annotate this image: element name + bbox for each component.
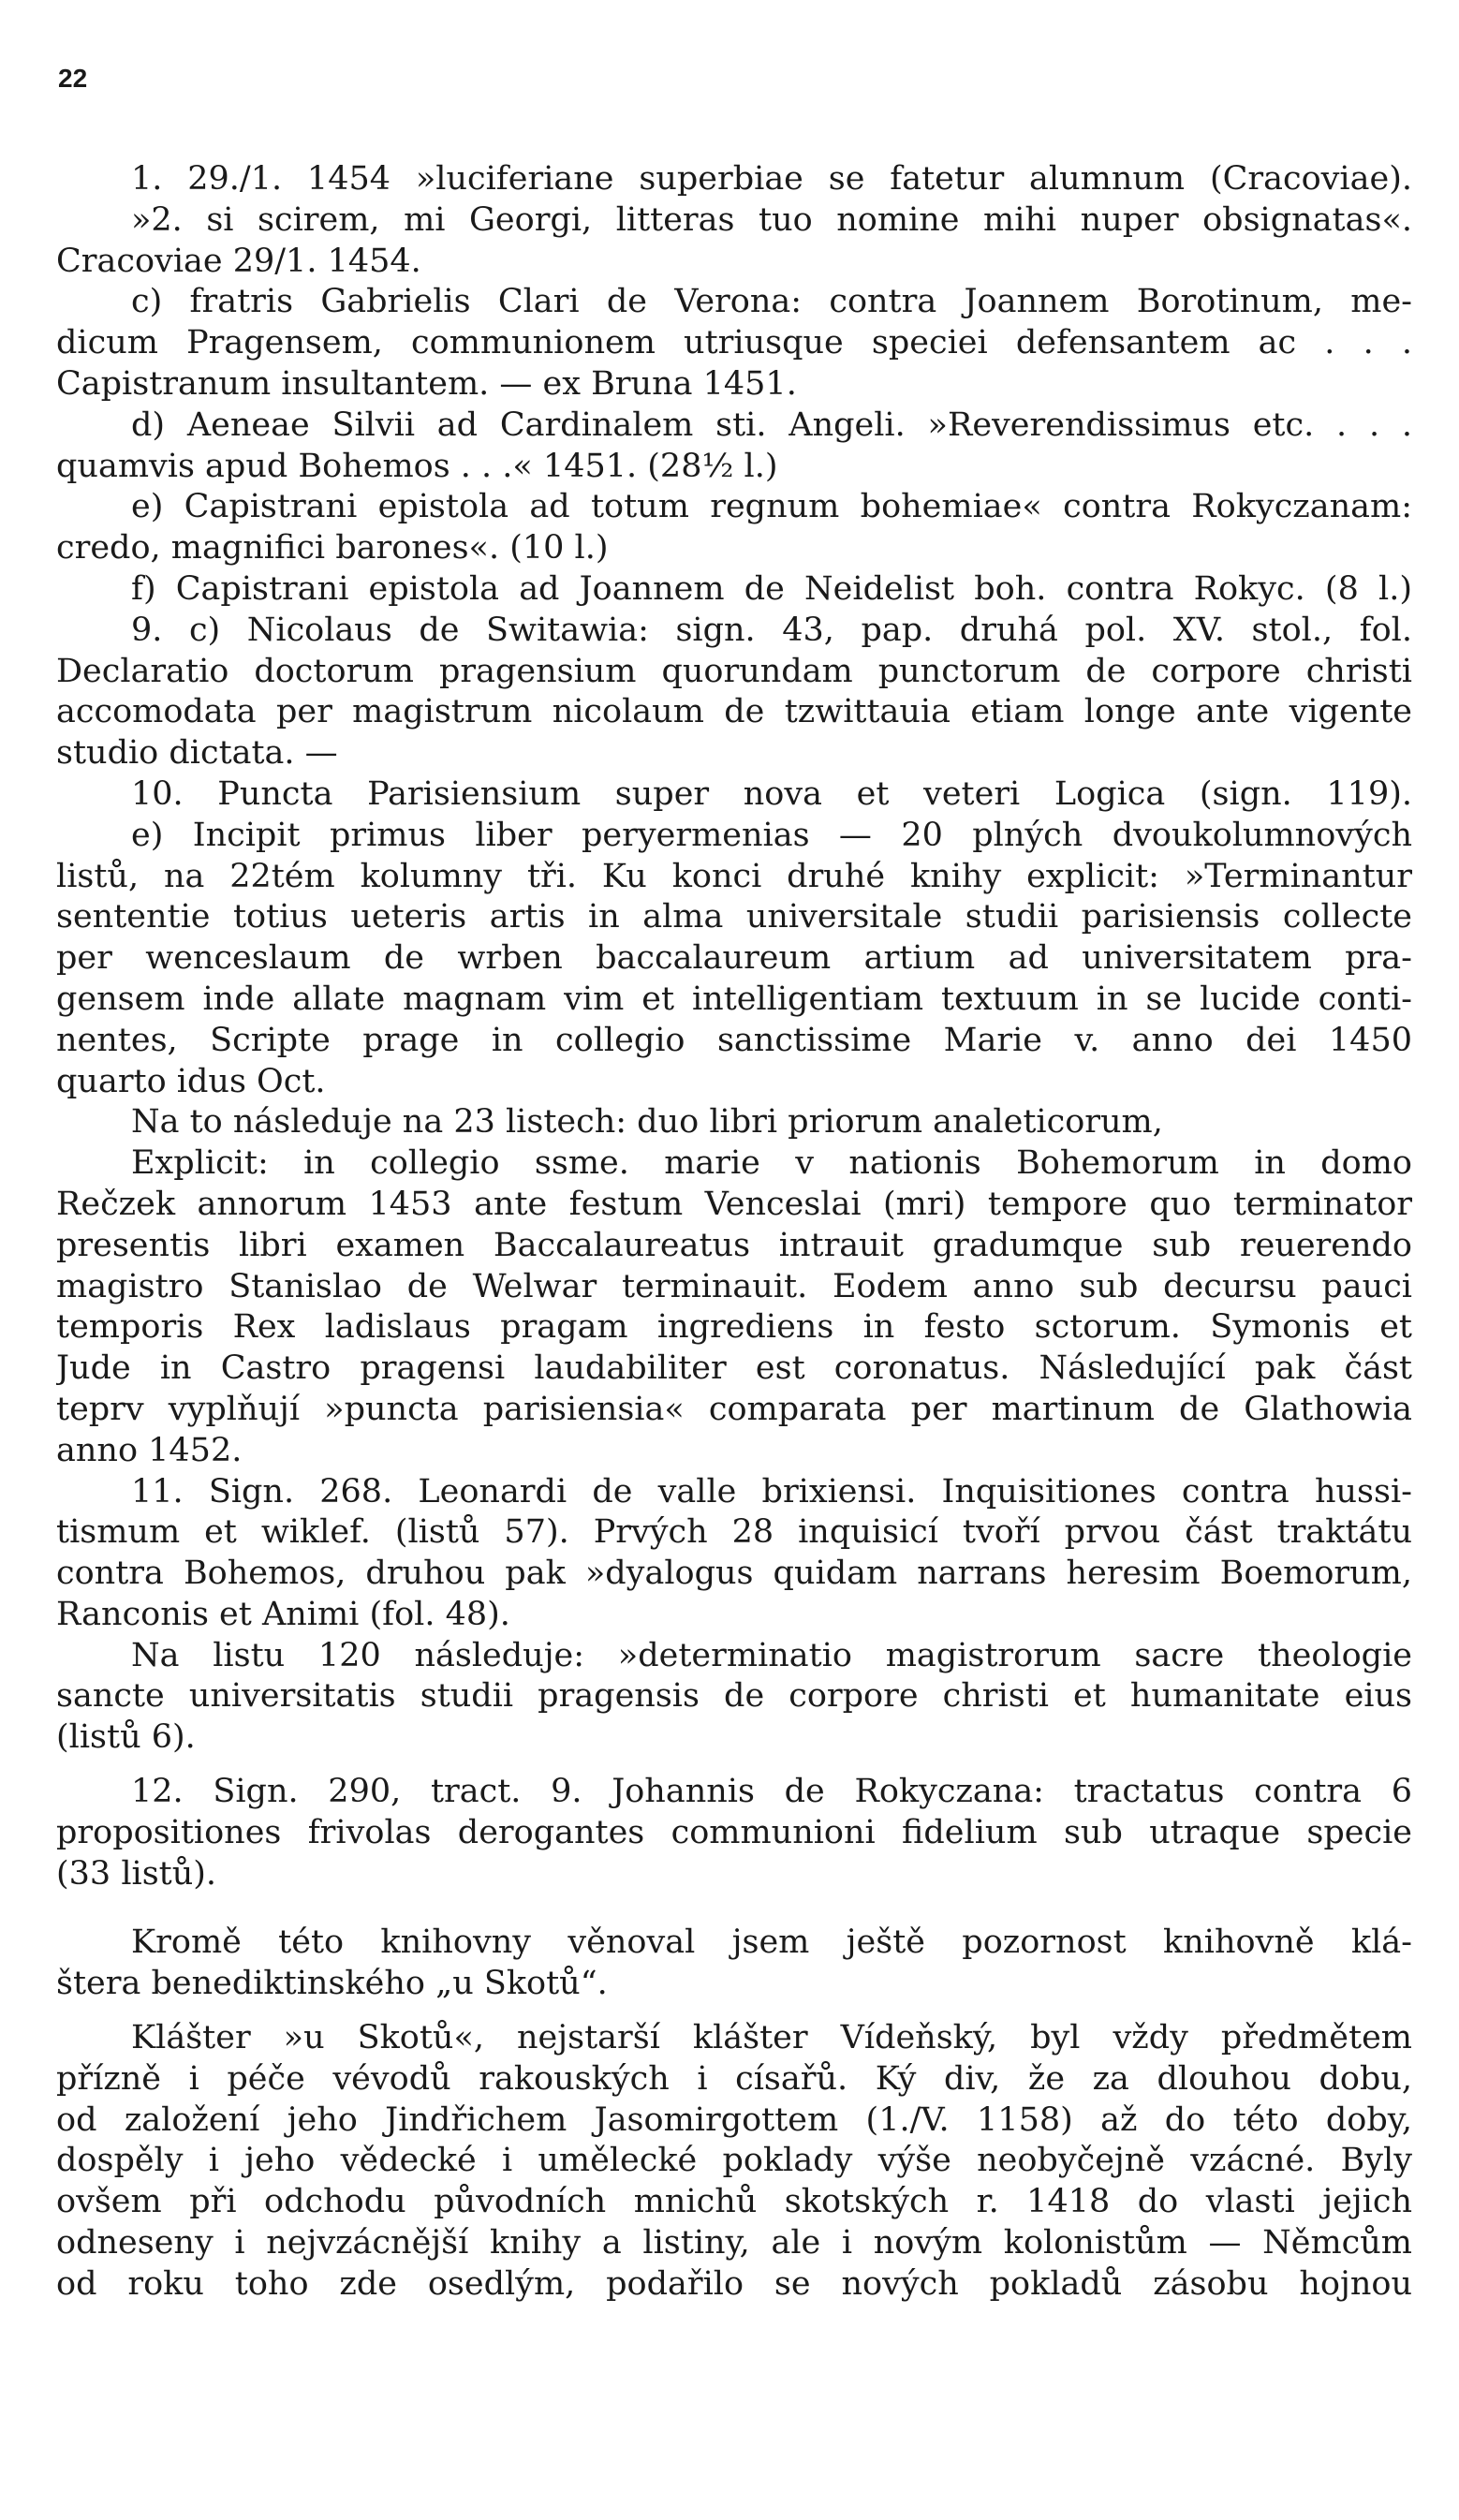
text-line: Ranconis et Animi (fol. 48). [56, 1595, 510, 1633]
text-line: gensem inde allate magnam vim et intelligentiam textuum in se lucide conti- [56, 980, 1412, 1018]
text-line: Capistranum insultantem. — ex Bruna 1451. [56, 364, 797, 403]
text-line: Cracoviae 29/1. 1454. [56, 242, 421, 280]
text-line: quarto idus Oct. [56, 1062, 326, 1100]
text-line: 1. 29./1. 1454 »luciferiane superbiae se fatetur alumnum (Cracoviae). [131, 160, 1412, 198]
text-line: Declaratio doctorum pragensium quorundam punctorum de corpore christi [56, 652, 1412, 690]
text-line: e) Capistrani epistola ad totum regnum bohemiae« contra Rokyczanam: [131, 488, 1412, 526]
text-line: quamvis apud Bohemos . . .« 1451. (28½ l.) [56, 447, 778, 485]
text-line: Kromě této knihovny věnoval jsem ještě pozornost knihovně klá- [131, 1923, 1412, 1962]
text-line: contra Bohemos, druhou pak »dyalogus quidam narrans heresim Boemorum, [56, 1555, 1412, 1593]
text-line: dospěly i jeho vědecké i umělecké poklady výše neobyčejně vzácné. Byly [56, 2142, 1412, 2180]
text-line: od roku toho zde osedlým, podařilo se nových pokladů zásobu hojnou [56, 2264, 1412, 2303]
text-line: sancte universitatis studii pragensis de corpore christi et humanitate eius [56, 1677, 1412, 1716]
text-line: 12. Sign. 290, tract. 9. Johannis de Rokyczana: tractatus contra 6 [131, 1773, 1412, 1811]
text-line: Klášter »u Skotů«, nejstarší klášter Vídeňský, byl vždy předmětem [131, 2019, 1412, 2057]
text-line: (33 listů). [56, 1854, 217, 1893]
text-line: listů, na 22tém kolumny tři. Ku konci druhé knihy explicit: »Terminantur [56, 857, 1412, 895]
text-line: presentis libri examen Baccalaureatus intrauit gradumque sub reuerendo [56, 1226, 1412, 1264]
text-line: dicum Pragensem, communionem utriusque speciei defensantem ac . . . [56, 324, 1412, 362]
text-line: c) fratris Gabrielis Clari de Verona: contra Joannem Borotinum, me- [131, 283, 1412, 321]
text-line: od založení jeho Jindřichem Jasomirgottem (1./V. 1158) až do této doby, [56, 2100, 1412, 2139]
text-line: per wenceslaum de wrben baccalaureum artium ad universitatem pra- [56, 939, 1412, 978]
text-line: tismum et wiklef. (listů 57). Prvých 28 inquisicí tvoří prvou část traktátu [56, 1513, 1412, 1552]
text-line: Rečzek annorum 1453 ante festum Venceslai (mri) tempore quo terminator [56, 1185, 1412, 1223]
text-line: f) Capistrani epistola ad Joannem de Neidelist boh. contra Rokyc. (8 l.) [131, 569, 1412, 608]
text-line: propositiones frivolas derogantes communioni fidelium sub utraque specie [56, 1813, 1412, 1851]
text-line: sententie totius ueteris artis in alma universitale studii parisiensis collecte [56, 898, 1412, 936]
text-line: Na to následuje na 23 listech: duo libri priorum analeticorum, [131, 1103, 1163, 1142]
text-line: Explicit: in collegio ssme. marie v nationis Bohemorum in domo [131, 1144, 1412, 1183]
text-line: Na listu 120 následuje: »determinatio magistrorum sacre theologie [131, 1636, 1412, 1674]
text-line: přízně i péče vévodů rakouských i císařů. Ký div, že za dlouhou dobu, [56, 2059, 1412, 2098]
text-line: d) Aeneae Silvii ad Cardinalem sti. Angeli. »Reverendissimus etc. . . . [131, 405, 1412, 444]
document-body [56, 159, 1412, 2306]
text-line: anno 1452. [56, 1431, 243, 1469]
text-line: odneseny i nejvzácnější knihy a listiny, ale i novým kolonistům — Němcům [56, 2224, 1412, 2262]
text-line: 9. c) Nicolaus de Switawia: sign. 43, pap. druhá pol. XV. stol., fol. [131, 611, 1412, 649]
text-line: štera benediktinského „u Skotů“. [56, 1965, 608, 2003]
text-line: 11. Sign. 268. Leonardi de valle brixiensi. Inquisitiones contra hussi- [131, 1472, 1412, 1511]
text-line: ovšem při odchodu původních mnichů skotských r. 1418 do vlasti jejich [56, 2183, 1412, 2221]
text-line: accomodata per magistrum nicolaum de tzwittauia etiam longe ante vigente [56, 693, 1412, 731]
text-line: Jude in Castro pragensi laudabiliter est coronatus. Následující pak část [56, 1349, 1412, 1388]
text-line: »2. si scirem, mi Georgi, litteras tuo nomine mihi nuper obsignatas«. [131, 200, 1412, 239]
text-line: studio dictata. — [56, 734, 338, 773]
text-line: nentes, Scripte prage in collegio sanctissime Marie v. anno dei 1450 [56, 1021, 1412, 1059]
text-line: temporis Rex ladislaus pragam ingrediens in festo sctorum. Symonis et [56, 1308, 1412, 1347]
text-line: 10. Puncta Parisiensium super nova et veteri Logica (sign. 119). [131, 774, 1412, 813]
text-line: (listů 6). [56, 1718, 196, 1757]
text-line: teprv vyplňují »puncta parisiensia« comparata per martinum de Glathowia [56, 1390, 1412, 1428]
text-line: magistro Stanislao de Welwar terminauit. Eodem anno sub decursu pauci [56, 1267, 1412, 1305]
text-line: e) Incipit primus liber peryermenias — 20 plných dvoukolumnových [131, 816, 1412, 854]
text-line: credo, magnifici barones«. (10 l.) [56, 529, 609, 567]
page-number: 22 [58, 64, 88, 93]
